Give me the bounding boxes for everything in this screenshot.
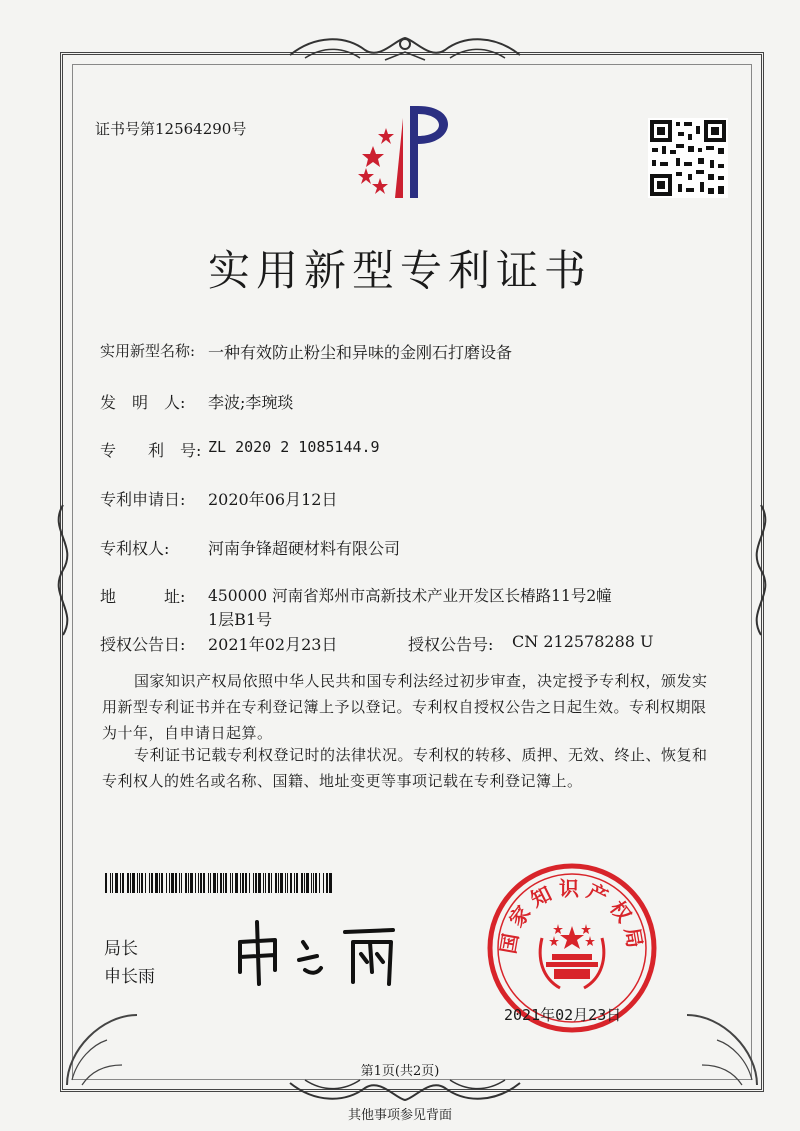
- qr-code: [648, 118, 728, 198]
- barcode: [105, 873, 355, 893]
- director-title: 局长: [104, 939, 138, 959]
- certificate-title: 实用新型专利证书: [207, 246, 592, 295]
- cnipa-logo: [348, 98, 478, 208]
- right-ornament: [746, 500, 776, 640]
- svg-text:国家知识产权局: 国家知识产权局: [495, 876, 649, 956]
- barcode-bar: [290, 873, 292, 893]
- barcode-bar: [253, 873, 254, 893]
- barcode-bar: [220, 873, 222, 893]
- handwritten-signature: [225, 912, 425, 992]
- barcode-bar: [130, 873, 131, 893]
- barcode-bar: [210, 873, 211, 893]
- barcode-bar: [159, 873, 160, 893]
- barcode-bar: [230, 873, 231, 893]
- grant-date-label: 授权公告日:: [100, 635, 186, 654]
- barcode-bar: [195, 873, 196, 893]
- barcode-bar: [223, 873, 224, 893]
- statement-paragraph-2: 专利证书记载专利权登记时的法律状况。专利权的转移、质押、无效、终止、恢复和专利权人的姓名或名称、国籍、地址变更等事项记载在专利登记簿上。: [102, 746, 708, 790]
- barcode-bar: [166, 873, 167, 893]
- barcode-bar: [105, 873, 107, 893]
- barcode-bar: [127, 873, 129, 893]
- barcode-bar: [329, 873, 332, 893]
- barcode-bar: [255, 873, 257, 893]
- barcode-bar: [294, 873, 295, 893]
- barcode-bar: [179, 873, 180, 893]
- inventor-label: 发 明 人:: [100, 393, 186, 412]
- barcode-bar: [112, 873, 113, 893]
- barcode-bar: [175, 873, 177, 893]
- barcode-bar: [268, 873, 270, 893]
- barcode-bar: [198, 873, 199, 893]
- barcode-bar: [139, 873, 140, 893]
- barcode-bar: [169, 873, 170, 893]
- address-value-line1: 450000 河南省郑州市高新技术产业开发区长椿路11号2幢: [208, 587, 612, 605]
- patent-number-value: ZL 2020 2 1085144.9: [208, 438, 380, 456]
- barcode-bar: [249, 873, 250, 893]
- barcode-bar: [326, 873, 328, 893]
- grant-number-label: 授权公告号:: [408, 635, 494, 654]
- barcode-bar: [145, 873, 146, 893]
- barcode-bar: [190, 873, 193, 893]
- barcode-bar: [287, 873, 288, 893]
- barcode-bar: [149, 873, 150, 893]
- barcode-bar: [161, 873, 163, 893]
- barcode-bar: [306, 873, 309, 893]
- barcode-bar: [319, 873, 320, 893]
- director-name: 申长雨: [104, 967, 155, 987]
- application-date-value: 2020年06月12日: [208, 490, 338, 509]
- barcode-bar: [200, 873, 202, 893]
- barcode-bar: [120, 873, 121, 893]
- patent-number-label: 专 利 号:: [100, 441, 202, 460]
- barcode-bar: [258, 873, 261, 893]
- barcode-bar: [110, 873, 111, 893]
- barcode-bar: [171, 873, 174, 893]
- barcode-bar: [242, 873, 244, 893]
- certificate-number: 证书号第12564290号: [95, 120, 247, 138]
- barcode-bar: [263, 873, 264, 893]
- application-date-label: 专利申请日:: [100, 490, 186, 509]
- barcode-bar: [275, 873, 277, 893]
- barcode-bar: [285, 873, 286, 893]
- barcode-bar: [265, 873, 266, 893]
- barcode-bar: [185, 873, 187, 893]
- barcode-bar: [155, 873, 158, 893]
- barcode-bar: [132, 873, 135, 893]
- barcode-bar: [280, 873, 283, 893]
- barcode-bar: [235, 873, 238, 893]
- seal-date: 2021年02月23日: [504, 1006, 622, 1024]
- statement-paragraph-1: 国家知识产权局依照中华人民共和国专利法经过初步审查，决定授予专利权，颁发实用新型专利证书并在专利登记簿上予以登记。专利权自授权公告之日起生效。专利权期限为十年，自申请日起算。: [102, 672, 708, 742]
- barcode-bar: [122, 873, 124, 893]
- barcode-bar: [323, 873, 324, 893]
- grant-number-value: CN 212578288 U: [512, 632, 654, 651]
- barcode-bar: [271, 873, 272, 893]
- inventor-value: 李波;李琬琰: [208, 393, 294, 412]
- barcode-bar: [141, 873, 143, 893]
- barcode-bar: [304, 873, 305, 893]
- name-value: 一种有效防止粉尘和异味的金刚石打磨设备: [208, 343, 513, 362]
- barcode-bar: [301, 873, 303, 893]
- barcode-bar: [232, 873, 233, 893]
- barcode-bar: [296, 873, 298, 893]
- left-ornament: [48, 500, 78, 640]
- name-label: 实用新型名称:: [100, 342, 196, 360]
- barcode-bar: [203, 873, 205, 893]
- address-value-line2: 1层B1号: [208, 610, 273, 629]
- top-ornament: [285, 30, 525, 70]
- barcode-bar: [240, 873, 241, 893]
- patentee-value: 河南争锋超硬材料有限公司: [208, 539, 401, 558]
- barcode-bar: [115, 873, 118, 893]
- barcode-bar: [225, 873, 227, 893]
- grant-date-value: 2021年02月23日: [208, 635, 338, 654]
- barcode-bar: [213, 873, 216, 893]
- barcode-bar: [151, 873, 153, 893]
- barcode-bar: [311, 873, 312, 893]
- barcode-bar: [245, 873, 247, 893]
- barcode-bar: [137, 873, 138, 893]
- barcode-bar: [217, 873, 218, 893]
- footer-note: 其他事项参见背面: [347, 1108, 452, 1123]
- barcode-bar: [208, 873, 209, 893]
- page-indicator: 第1页(共2页): [360, 1064, 440, 1079]
- barcode-bar: [315, 873, 317, 893]
- barcode-bar: [278, 873, 279, 893]
- barcode-bar: [181, 873, 182, 893]
- barcode-bar: [188, 873, 189, 893]
- barcode-bar: [313, 873, 314, 893]
- patentee-label: 专利权人:: [100, 539, 170, 558]
- address-label: 地 址:: [100, 587, 186, 606]
